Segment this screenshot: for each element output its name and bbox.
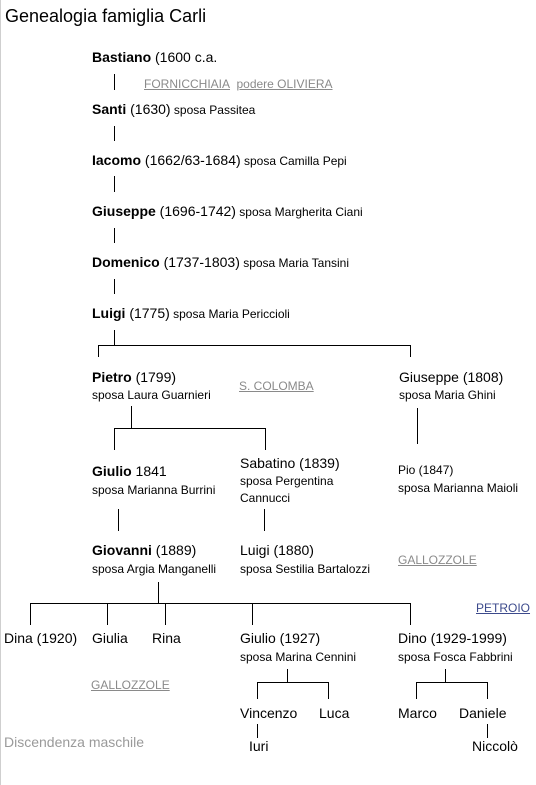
link-gallozzole[interactable]: GALLOZZOLE — [398, 553, 477, 567]
connector — [265, 428, 266, 450]
connector — [114, 428, 115, 450]
connector — [114, 228, 115, 243]
person-marco: Marco — [398, 705, 437, 721]
person-spouse: sposa Argia Manganelli — [92, 562, 217, 576]
branch-line — [114, 428, 266, 429]
person-spouse: sposa Passitea — [170, 103, 256, 117]
branch-line — [257, 682, 329, 683]
link-podere-oliviera[interactable]: podere OLIVIERA — [236, 77, 333, 91]
person-dina: Dina (1920) — [4, 630, 78, 646]
person-dates: (1662/63-1684) — [141, 152, 241, 168]
person-luca: Luca — [319, 705, 350, 721]
person-sabatino: Sabatino (1839) — [240, 455, 340, 471]
location-link — [91, 677, 170, 693]
location-link — [239, 378, 314, 394]
person-luigi — [92, 306, 290, 320]
person-giovanni — [92, 543, 196, 557]
person-name: Giuseppe — [92, 203, 156, 219]
footer-note: Discendenza maschile — [4, 734, 145, 750]
person-giulia: Giulia — [92, 630, 128, 646]
connector — [445, 669, 446, 682]
person-dino: Dino (1929-1999) — [398, 630, 507, 646]
person-dates: (1737-1803) — [159, 254, 240, 270]
connector — [417, 408, 418, 444]
person-dates: (1600 c.a. — [151, 49, 218, 65]
person-dates: (1889) — [151, 542, 197, 558]
person-pietro — [92, 370, 176, 384]
connector — [410, 345, 411, 357]
connector — [410, 603, 411, 625]
connector — [487, 682, 488, 699]
connector — [114, 279, 115, 294]
person-dates: 1841 — [131, 463, 167, 479]
person-dates: (1696-1742) — [155, 203, 236, 219]
person-dates: (1799) — [131, 369, 177, 385]
connector — [264, 509, 265, 531]
person-daniele: Daniele — [459, 705, 507, 721]
connector — [257, 682, 258, 699]
person-vincenzo: Vincenzo — [240, 705, 298, 721]
branch-line — [30, 603, 411, 604]
person-giuseppe-1808: Giuseppe (1808) — [399, 369, 504, 385]
person-luigi-1880: Luigi (1880) — [240, 542, 314, 558]
connector — [114, 74, 115, 90]
person-spouse: sposa Fosca Fabbrini — [398, 650, 513, 664]
connector — [118, 509, 119, 531]
connector — [158, 582, 159, 603]
location-links — [144, 76, 333, 92]
person-name: Giovanni — [92, 542, 152, 558]
connector — [416, 682, 417, 699]
link-gallozzole-2[interactable]: GALLOZZOLE — [91, 678, 170, 692]
person-dates: (1775) — [125, 305, 170, 321]
connector — [98, 345, 99, 357]
connector — [252, 603, 253, 625]
person-spouse: sposa Marianna Burrini — [92, 483, 216, 497]
person-spouse-cont: Cannucci — [240, 491, 291, 505]
link-fornicchiaia[interactable]: FORNICCHIAIA — [144, 77, 231, 91]
branch-line — [98, 345, 411, 346]
person-name: Bastiano — [92, 49, 152, 65]
person-spouse: sposa Marianna Maioli — [398, 481, 519, 495]
person-giulio-1927: Giulio (1927) — [240, 630, 321, 646]
location-link — [398, 552, 477, 568]
person-dates: (1630) — [126, 101, 171, 117]
person-domenico — [92, 255, 349, 269]
connector — [487, 724, 488, 738]
person-spouse: sposa Marina Cennini — [240, 650, 357, 664]
person-pio: Pio (1847) — [398, 463, 454, 477]
person-name: Santi — [92, 101, 127, 117]
branch-line — [416, 682, 488, 683]
person-spouse: sposa Margherita Ciani — [235, 205, 363, 219]
connector — [131, 406, 132, 428]
connector — [107, 603, 108, 625]
link-petroio[interactable]: PETROIO — [476, 601, 531, 615]
connector — [114, 126, 115, 141]
person-spouse: sposa Maria Periccioli — [169, 307, 290, 321]
person-spouse: sposa Pergentina — [240, 474, 334, 488]
person-giulio-1841 — [92, 464, 167, 478]
connector — [114, 330, 115, 345]
location-link — [476, 600, 530, 616]
person-spouse: sposa Laura Guarnieri — [92, 388, 211, 402]
person-name: Domenico — [92, 254, 160, 270]
person-spouse: sposa Maria Tansini — [239, 256, 350, 270]
person-iuri: Iuri — [249, 738, 269, 754]
person-name: Giulio — [92, 463, 132, 479]
connector — [30, 603, 31, 625]
person-santi — [92, 102, 255, 116]
link-s-colomba[interactable]: S. COLOMBA — [239, 379, 314, 393]
connector — [114, 176, 115, 192]
connector — [328, 682, 329, 699]
person-spouse: sposa Sestilia Bartalozzi — [240, 562, 371, 576]
connector — [257, 724, 258, 738]
person-giuseppe — [92, 204, 363, 218]
page-title: Genealogia famiglia Carli — [5, 6, 207, 26]
person-niccolo: Niccolò — [472, 738, 518, 754]
person-spouse: sposa Camilla Pepi — [240, 154, 347, 168]
person-name: Pietro — [92, 369, 132, 385]
connector — [287, 669, 288, 682]
person-bastiano — [92, 50, 217, 64]
person-spouse: sposa Maria Ghini — [399, 388, 496, 402]
connector — [165, 603, 166, 625]
person-name: Iacomo — [92, 152, 142, 168]
person-rina: Rina — [152, 630, 181, 646]
person-iacomo — [92, 153, 347, 167]
person-name: Luigi — [92, 305, 126, 321]
